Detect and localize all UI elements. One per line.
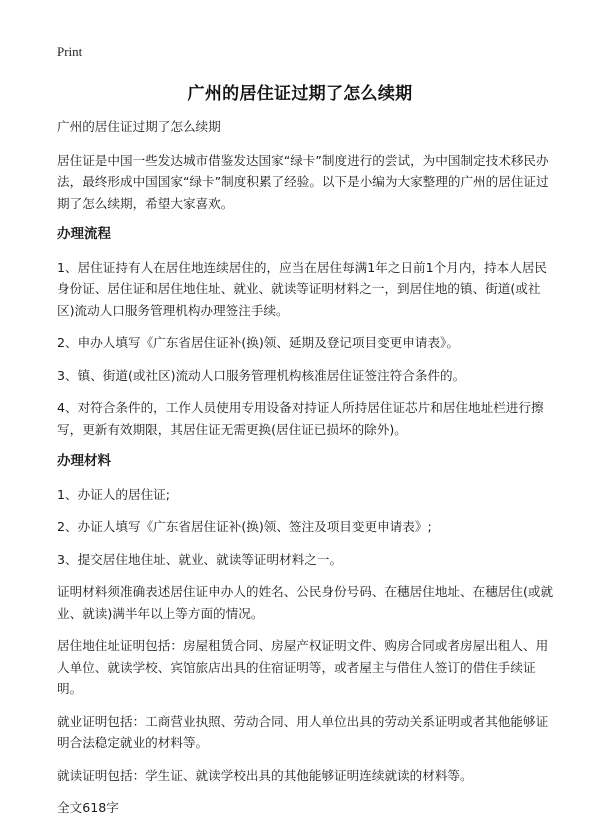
section-heading-process: 办理流程 [57, 226, 111, 242]
study-proof-paragraph: 就读证明包括：学生证、就读学校出具的其他能够证明连续就读的材料等。 [57, 767, 473, 783]
material-item-1: 1、办证人的居住证; [57, 486, 171, 502]
process-step-2: 2、申办人填写《广东省居住证补(换)领、延期及登记项目变更申请表》。 [57, 335, 459, 350]
article-body [57, 116, 557, 830]
residence-proof-paragraph: 居住地住址证明包括：房屋租赁合同、房屋产权证明文件、购房合同或者房屋出租人、用人单位、就读学校、宾馆旅店出具的住宿证明等，或者屋主与借住人签订的借住手续证明。 [57, 638, 549, 696]
article-subtitle: 广州的居住证过期了怎么续期 [57, 119, 221, 134]
word-count: 全文618字 [57, 800, 119, 815]
material-item-2: 2、办证人填写《广东省居住证补(换)领、签注及项目变更申请表》; [57, 519, 432, 534]
section-heading-materials: 办理材料 [57, 453, 111, 469]
process-step-3: 3、镇、街道(或社区)流动人口服务管理机构核准居住证签注符合条件的。 [57, 367, 466, 383]
page-title: 广州的居住证过期了怎么续期 [187, 84, 413, 104]
material-note: 证明材料须准确表述居住证申办人的姓名、公民身份号码、在穗居住地址、在穗居住(或就业、就读)满半年以上等方面的情况。 [57, 584, 554, 621]
print-link[interactable]: Print [57, 44, 83, 59]
intro-paragraph: 居住证是中国一些发达城市借鉴发达国家“绿卡”制度进行的尝试，为中国制定技术移民办法，最终形成中国国家“绿卡”制度积累了经验。以下是小编为大家整理的广州的居住证过期了怎么续期，希望大家喜欢。 [57, 152, 549, 211]
process-step-4: 4、对符合条件的，工作人员使用专用设备对持证人所持居住证芯片和居住地址栏进行擦写，更新有效期限，其居住证无需更换(居住证已损坏的除外)。 [57, 400, 544, 437]
employment-proof-paragraph: 就业证明包括：工商营业执照、劳动合同、用人单位出具的劳动关系证明或者其他能够证明合法稳定就业的材料等。 [57, 713, 549, 750]
process-step-1: 1、居住证持有人在居住地连续居住的，应当在居住每满1年之日前1个月内，持本人居民身份证、居住证和居住地住址、就业、就读等证明材料之一，到居住地的镇、街道(或社区)流动人口服务管理机构办理签注手续。 [57, 259, 548, 318]
material-item-3: 3、提交居住地住址、就业、就读等证明材料之一。 [57, 551, 343, 567]
